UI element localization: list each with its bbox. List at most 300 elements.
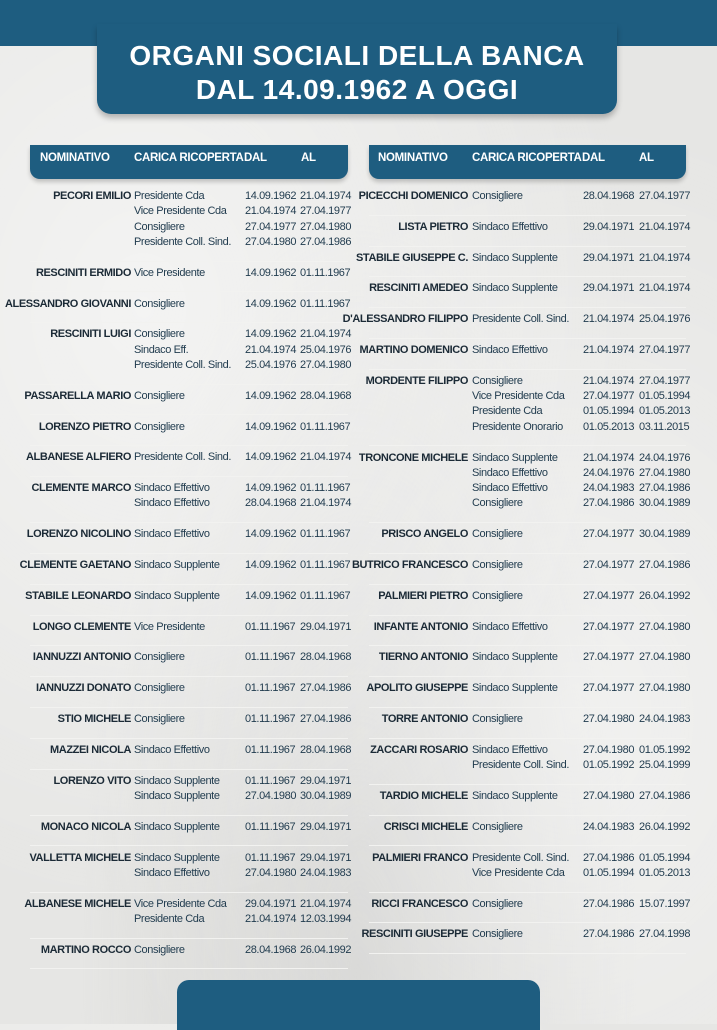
table-row: [358, 446, 691, 524]
date-from-column: [245, 297, 296, 312]
member-name: D'ALESSANDRO FILIPPO: [342, 313, 468, 326]
role-column: [134, 712, 185, 727]
date-to: 29.04.1971: [300, 620, 352, 633]
role-column: [472, 650, 558, 665]
date-from: 01.11.1967: [245, 774, 296, 787]
date-from: 28.04.1968: [245, 497, 297, 510]
role-column: [472, 681, 558, 696]
date-to-column: [639, 743, 690, 774]
role: Consigliere: [134, 651, 185, 664]
member-name: APOLITO GIUSEPPE: [366, 682, 468, 695]
date-from-column: [583, 220, 634, 235]
date-from: 21.04.1974: [583, 344, 635, 356]
date-to-column: [300, 420, 350, 435]
role: Sindaco Supplente: [472, 651, 558, 664]
date-from: 01.05.1994: [583, 866, 635, 879]
role: Sindaco Supplente: [472, 682, 558, 695]
date-from: 01.05.2013: [583, 420, 635, 433]
date-to-column: [639, 220, 690, 235]
date-from: 27.04.1977: [583, 589, 635, 602]
role: Sindaco Effettivo: [134, 866, 210, 879]
table-row: [369, 615, 691, 647]
date-to: 25.04.1976: [300, 343, 352, 356]
date-to-column: [639, 312, 690, 327]
date-from: 14.09.1962: [245, 451, 297, 464]
date-from: 01.11.1967: [245, 743, 296, 756]
table-row: [369, 522, 691, 554]
table-row: [369, 584, 691, 616]
date-from: 14.09.1962: [245, 266, 297, 279]
date-from: 21.04.1974: [245, 205, 297, 218]
date-to: 01.05.1994: [639, 851, 691, 864]
date-from: 27.04.1977: [583, 390, 635, 403]
date-from: 28.04.1968: [583, 190, 635, 202]
date-from: 27.04.1980: [245, 866, 297, 879]
date-from-column: [245, 620, 295, 635]
role: Sindaco Effettivo: [134, 497, 210, 510]
date-from: 21.04.1974: [583, 374, 635, 387]
date-from-column: [583, 851, 634, 882]
date-from: 27.04.1986: [583, 497, 635, 510]
role-column: [134, 897, 226, 928]
member-name: BUTRICO FRANCESCO: [351, 559, 468, 571]
role-column: [134, 189, 231, 250]
date-to: 27.04.1980: [300, 358, 352, 371]
date-from: 14.09.1962: [245, 297, 297, 310]
date-from-column: [583, 312, 634, 327]
role-column: [472, 712, 523, 727]
date-to: 21.04.1974: [300, 897, 352, 910]
date-to: 25.04.1999: [639, 759, 691, 772]
role-column: [472, 927, 523, 942]
date-from: 01.11.1967: [245, 682, 296, 695]
date-from: 01.11.1967: [245, 713, 296, 725]
page-title-line2: DAL 14.09.1962 A OGGI: [195, 74, 519, 105]
header-carica: CARICA RICOPERTA: [472, 152, 582, 164]
role-column: [472, 897, 523, 912]
role: Sindaco Effettivo: [472, 344, 548, 356]
date-to-column: [639, 620, 690, 635]
role: Consigliere: [472, 559, 523, 571]
date-to-column: [639, 897, 690, 912]
date-to: 21.04.1974: [300, 497, 352, 510]
role-column: [134, 743, 210, 758]
table-row: [366, 676, 691, 708]
member-name: TORRE ANTONIO: [381, 713, 468, 725]
date-to: 27.04.1980: [300, 220, 352, 233]
member-name: ALESSANDRO GIOVANNI: [4, 297, 131, 310]
role-column: [472, 743, 569, 774]
date-from-column: [245, 389, 296, 404]
table-row: [30, 738, 352, 770]
member-name: CLEMENTE MARCO: [31, 482, 131, 495]
role-column: [472, 620, 548, 635]
member-name: PICECCHI DOMENICO: [358, 190, 468, 202]
date-to-column: [639, 281, 690, 296]
role: Consigliere: [134, 389, 185, 402]
date-from: 14.09.1962: [245, 328, 297, 341]
role: Sindaco Supplente: [472, 789, 558, 802]
member-name: STABILE GIUSEPPE C.: [356, 251, 468, 264]
date-from-column: [583, 281, 634, 296]
table-row: [25, 445, 352, 477]
role: Sindaco Effettivo: [134, 482, 210, 495]
role-column: [134, 820, 220, 835]
role: Presidente Cda: [134, 912, 205, 925]
table-row: [356, 246, 691, 278]
left-table-header: [30, 145, 348, 179]
role: Sindaco Supplente: [134, 851, 220, 864]
date-to: 27.04.1986: [639, 482, 691, 495]
date-from: 24.04.1976: [583, 466, 635, 479]
date-to: 01.05.2013: [639, 405, 691, 418]
date-from-column: [583, 789, 634, 804]
date-to: 01.11.1967: [300, 482, 351, 495]
role: Sindaco Supplente: [134, 559, 220, 571]
date-from: 29.04.1971: [583, 220, 635, 233]
role-column: [472, 343, 548, 358]
table-row: [30, 645, 352, 677]
date-from: 01.11.1967: [245, 820, 296, 833]
date-from: 14.09.1962: [245, 389, 297, 402]
date-to: 26.04.1992: [300, 943, 352, 956]
member-name: VALLETTA MICHELE: [29, 851, 131, 864]
date-from: 29.04.1971: [583, 251, 635, 264]
date-from: 27.04.1977: [583, 651, 635, 664]
date-from: 27.04.1977: [583, 559, 635, 571]
date-from-column: [583, 681, 634, 696]
date-to: 12.03.1994: [300, 912, 352, 925]
member-name: LORENZO NICOLINO: [26, 528, 131, 541]
table-row: [369, 784, 691, 816]
date-to: 26.04.1992: [639, 589, 691, 602]
role: Consigliere: [472, 928, 523, 941]
date-from: 24.04.1983: [583, 820, 635, 833]
table-row: [365, 369, 691, 447]
member-name: ZACCARI ROSARIO: [370, 743, 468, 756]
role-column: [134, 266, 205, 281]
table-row: [29, 846, 352, 893]
member-name: RESCINITI GIUSEPPE: [361, 928, 468, 941]
date-from-column: [245, 527, 296, 542]
date-to: 29.04.1971: [300, 774, 352, 787]
header-al: AL: [639, 152, 654, 164]
date-to: 21.04.1974: [639, 282, 691, 295]
table-row: [26, 522, 351, 554]
date-to-column: [639, 527, 690, 542]
role-column: [472, 527, 523, 542]
date-from: 27.04.1980: [245, 789, 297, 802]
role: Consigliere: [134, 943, 185, 956]
date-to: 28.04.1968: [300, 651, 352, 664]
role-column: [134, 481, 210, 512]
date-from-column: [583, 451, 634, 512]
member-name: STABILE LEONARDO: [25, 589, 131, 602]
date-from-column: [245, 420, 296, 435]
date-to: 01.11.1967: [300, 589, 351, 602]
date-from: 27.04.1980: [583, 713, 635, 725]
date-from-column: [583, 927, 634, 942]
header-nominativo: NOMINATIVO: [40, 152, 110, 164]
role: Vice Presidente: [134, 266, 205, 279]
table-row: [30, 322, 352, 384]
date-to-column: [300, 851, 351, 882]
date-to-column: [300, 450, 351, 465]
table-row: [30, 815, 352, 847]
role: Consigliere: [134, 682, 185, 695]
date-to: 27.04.1986: [300, 713, 352, 725]
date-from-column: [245, 712, 295, 727]
date-to: 27.04.1986: [639, 559, 691, 571]
date-to: 15.07.1997: [639, 897, 691, 910]
member-name: TIERNO ANTONIO: [378, 651, 468, 664]
role: Presidente Cda: [134, 190, 205, 202]
member-name: ALBANESE ALFIERO: [25, 451, 131, 464]
date-from-column: [245, 650, 295, 665]
role-column: [472, 374, 564, 435]
date-to-column: [300, 620, 351, 635]
member-name: MORDENTE FILIPPO: [365, 374, 468, 387]
date-from: 28.04.1968: [245, 943, 297, 956]
role: Vice Presidente Cda: [472, 390, 565, 403]
date-from: 27.04.1986: [583, 851, 635, 864]
member-name: LONGO CLEMENTE: [32, 620, 131, 633]
date-from-column: [245, 820, 295, 835]
role: Sindaco Effettivo: [472, 482, 548, 495]
header-carica: CARICA RICOPERTA: [134, 152, 244, 164]
role-column: [134, 327, 231, 373]
member-name: PECORI EMILIO: [53, 190, 131, 202]
table-row: [369, 846, 691, 893]
role-column: [134, 389, 185, 404]
date-to: 30.04.1989: [639, 528, 691, 541]
table-row: [359, 338, 691, 370]
member-name: PRISCO ANGELO: [381, 528, 468, 541]
date-to: 27.04.1977: [639, 190, 691, 202]
date-to: 27.04.1980: [639, 651, 691, 664]
footer-tab: [177, 980, 540, 1030]
date-to-column: [300, 943, 351, 958]
member-name: STIO MICHELE: [57, 713, 131, 725]
role: Sindaco Effettivo: [472, 220, 548, 233]
role-column: [134, 589, 220, 604]
role-column: [134, 851, 220, 882]
date-from: 29.04.1971: [583, 282, 635, 295]
member-name: RESCINITI LUIGI: [50, 328, 131, 341]
role: Consigliere: [472, 897, 523, 910]
date-from-column: [583, 343, 634, 358]
role: Presidente Coll. Sind.: [472, 851, 569, 864]
date-from: 29.04.1971: [245, 897, 297, 910]
role: Sindaco Supplente: [134, 589, 220, 602]
date-to: 21.04.1974: [639, 220, 691, 233]
role: Consigliere: [134, 220, 185, 233]
date-to-column: [300, 650, 351, 665]
role: Sindaco Effettivo: [134, 528, 210, 541]
role-column: [472, 789, 558, 804]
date-to-column: [639, 451, 690, 512]
table-row: [30, 415, 351, 447]
date-to: 01.05.1992: [639, 743, 691, 756]
role: Consigliere: [472, 497, 523, 510]
role-column: [134, 558, 220, 573]
date-to-column: [639, 681, 690, 696]
date-from-column: [583, 589, 634, 604]
date-from-column: [245, 681, 295, 696]
role: Consigliere: [472, 589, 523, 602]
date-to: 01.11.1967: [300, 297, 351, 310]
role: Sindaco Supplente: [134, 820, 220, 833]
member-name: LISTA PIETRO: [398, 220, 468, 233]
date-from-column: [583, 374, 634, 435]
table-row: [369, 215, 691, 247]
table-row: [30, 676, 352, 708]
table-row: [369, 738, 691, 785]
date-to: 03.11.2015: [639, 420, 690, 433]
header-al: AL: [301, 152, 316, 164]
date-from-column: [245, 189, 296, 250]
date-to: 21.04.1974: [300, 451, 352, 464]
role-column: [472, 820, 523, 835]
role: Sindaco Effettivo: [472, 620, 548, 633]
date-from-column: [583, 820, 634, 835]
date-to: 01.11.1967: [300, 420, 351, 433]
table-row: [30, 707, 352, 739]
date-from: 21.04.1974: [583, 451, 635, 464]
role: Sindaco Effettivo: [472, 466, 548, 479]
header-dal: DAL: [582, 152, 605, 164]
date-from-column: [583, 558, 634, 573]
member-name: MARTINO ROCCO: [40, 943, 131, 956]
date-to-column: [300, 589, 350, 604]
date-from: 27.04.1980: [583, 789, 635, 802]
date-from: 01.11.1967: [245, 851, 296, 864]
date-to-column: [639, 189, 690, 204]
date-from: 14.09.1962: [245, 190, 297, 202]
table-row: [30, 184, 352, 262]
date-to-column: [639, 251, 690, 266]
date-to: 27.04.1980: [639, 620, 691, 633]
member-name: LORENZO PIETRO: [38, 420, 131, 433]
table-row: [4, 292, 351, 324]
date-to-column: [639, 789, 690, 804]
date-from-column: [245, 589, 296, 604]
date-from-column: [583, 251, 634, 266]
date-from: 14.09.1962: [245, 559, 297, 571]
role: Vice Presidente Cda: [472, 866, 565, 879]
role: Sindaco Supplente: [472, 251, 558, 264]
date-to-column: [639, 650, 690, 665]
date-to-column: [300, 527, 350, 542]
date-from-column: [245, 266, 296, 281]
role: Presidente Coll. Sind.: [472, 313, 569, 326]
date-to: 24.04.1976: [639, 451, 691, 464]
role: Presidente Coll. Sind.: [134, 358, 231, 371]
role: Consigliere: [472, 528, 523, 541]
table-row: [369, 707, 691, 739]
table-row: [30, 261, 351, 293]
date-from-column: [245, 327, 296, 373]
date-from-column: [245, 558, 296, 573]
table-row: [30, 938, 352, 970]
date-to: 29.04.1971: [300, 851, 352, 864]
role-column: [472, 281, 558, 296]
member-name: TRONCONE MICHELE: [358, 451, 468, 464]
date-from: 14.09.1962: [245, 482, 297, 495]
date-to: 27.04.1977: [300, 205, 352, 218]
date-to-column: [639, 927, 690, 942]
date-to: 21.04.1974: [639, 251, 691, 264]
date-to: 27.04.1980: [639, 682, 691, 695]
table-row: [369, 815, 691, 847]
date-to-column: [639, 558, 690, 573]
date-from: 01.11.1967: [245, 651, 296, 664]
role-column: [472, 251, 558, 266]
table-row: [19, 553, 351, 585]
role: Presidente Cda: [472, 405, 543, 418]
role-column: [134, 943, 185, 958]
role: Sindaco Supplente: [134, 789, 220, 802]
member-name: PALMIERI FRANCO: [372, 851, 468, 864]
role-column: [134, 420, 185, 435]
role: Consigliere: [472, 190, 523, 202]
role-column: [134, 774, 220, 805]
date-from-column: [583, 712, 634, 727]
date-to-column: [300, 743, 351, 758]
date-from-column: [245, 897, 296, 928]
header-nominativo: NOMINATIVO: [378, 152, 448, 164]
member-name: CRISCI MICHELE: [383, 820, 468, 833]
date-to-column: [639, 374, 690, 435]
table-row: [24, 892, 352, 939]
date-from: 27.04.1980: [583, 743, 635, 756]
role: Consigliere: [472, 820, 523, 833]
role-column: [134, 450, 231, 465]
date-from-column: [583, 620, 634, 635]
role: Consigliere: [134, 328, 185, 341]
member-name: MARTINO DOMENICO: [359, 344, 468, 356]
role: Sindaco Eff.: [134, 343, 189, 356]
role: Sindaco Supplente: [472, 282, 558, 295]
date-from: 21.04.1974: [245, 343, 297, 356]
table-row: [369, 892, 691, 924]
date-from-column: [245, 851, 296, 882]
date-from-column: [245, 743, 295, 758]
member-name: PASSARELLA MARIO: [24, 389, 131, 402]
date-from: 27.04.1980: [245, 235, 297, 248]
role: Consigliere: [472, 374, 523, 387]
member-name: IANNUZZI DONATO: [35, 682, 131, 695]
date-to-column: [300, 266, 350, 281]
date-to: 24.04.1983: [639, 713, 691, 725]
date-to-column: [300, 681, 351, 696]
role-column: [472, 589, 523, 604]
role-column: [472, 312, 569, 327]
date-from-column: [245, 774, 296, 805]
date-to: 30.04.1989: [639, 497, 691, 510]
date-to-column: [300, 189, 351, 250]
date-from: 27.04.1977: [245, 220, 297, 233]
right-table-header: [369, 145, 686, 179]
role: Sindaco Effettivo: [472, 743, 548, 756]
role: Sindaco Effettivo: [134, 743, 210, 756]
role: Presidente Coll. Sind.: [472, 759, 569, 772]
member-name: RESCINITI AMEDEO: [369, 282, 468, 295]
date-to: 21.04.1974: [300, 190, 352, 202]
table-row: [342, 307, 691, 339]
member-name: ALBANESE MICHELE: [24, 897, 131, 910]
date-from: 27.04.1977: [583, 620, 635, 633]
